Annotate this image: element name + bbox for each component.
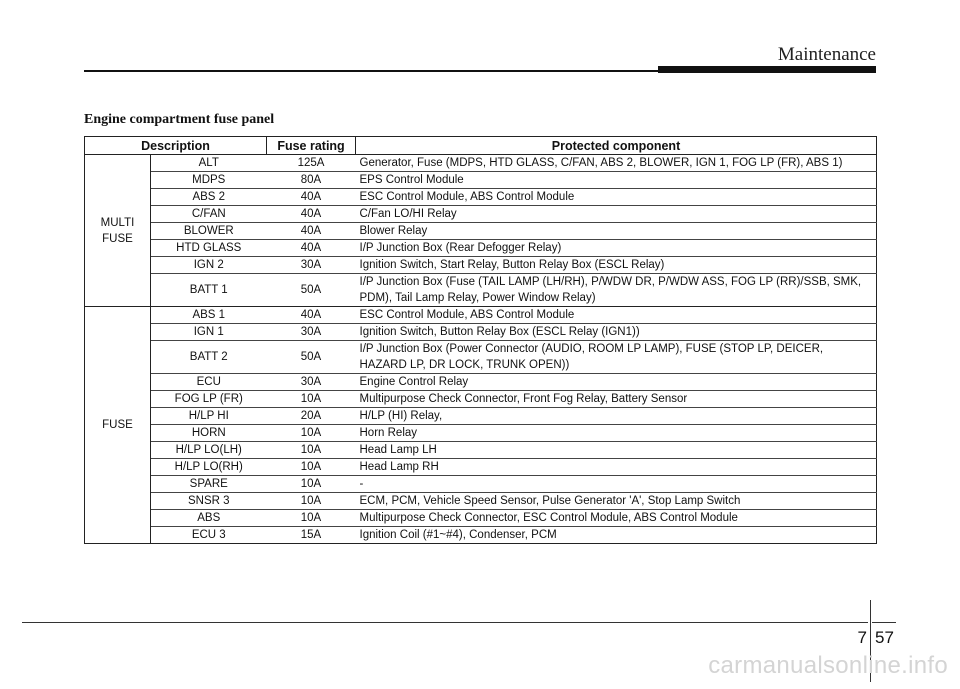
fuse-rating: 50A: [267, 341, 356, 374]
table-row: [85, 527, 877, 544]
column-header-description: Description: [85, 137, 267, 155]
protected-component: Engine Control Relay: [356, 374, 877, 391]
protected-component: EPS Control Module: [356, 172, 877, 189]
fuse-description: BATT 2: [151, 341, 267, 374]
fuse-rating: 10A: [267, 391, 356, 408]
table-row: [85, 425, 877, 442]
table-row: [85, 324, 877, 341]
section-title: Engine compartment fuse panel: [84, 112, 275, 127]
protected-component: Horn Relay: [356, 425, 877, 442]
protected-component: Head Lamp RH: [356, 459, 877, 476]
fuse-description: IGN 2: [151, 257, 267, 274]
table-row: [85, 257, 877, 274]
table-row: [85, 493, 877, 510]
fuse-rating: 10A: [267, 425, 356, 442]
fuse-description: ABS 2: [151, 189, 267, 206]
table-row: [85, 223, 877, 240]
fuse-rating: 30A: [267, 324, 356, 341]
section-number: 7: [857, 628, 867, 647]
table-row: [85, 442, 877, 459]
fuse-rating: 30A: [267, 257, 356, 274]
protected-component: Multipurpose Check Connector, Front Fog Relay, Battery Sensor: [356, 391, 877, 408]
protected-component: ESC Control Module, ABS Control Module: [356, 189, 877, 206]
fuse-description: ECU: [151, 374, 267, 391]
protected-component: Generator, Fuse (MDPS, HTD GLASS, C/FAN, ABS 2, BLOWER, IGN 1, FOG LP (FR), ABS 1): [356, 155, 877, 172]
fuse-description: H/LP LO(LH): [151, 442, 267, 459]
protected-component: Ignition Coil (#1~#4), Condenser, PCM: [356, 527, 877, 544]
fuse-description: C/FAN: [151, 206, 267, 223]
fuse-rating: 10A: [267, 459, 356, 476]
header-rule-thick: [658, 66, 876, 73]
protected-component: ECM, PCM, Vehicle Speed Sensor, Pulse Generator 'A', Stop Lamp Switch: [356, 493, 877, 510]
table-row: [85, 189, 877, 206]
fuse-rating: 125A: [267, 155, 356, 172]
table-row: [85, 341, 877, 374]
column-header-protected-component: Protected component: [356, 137, 877, 155]
protected-component: C/Fan LO/HI Relay: [356, 206, 877, 223]
table-row: [85, 155, 877, 172]
protected-component: -: [356, 476, 877, 493]
fuse-rating: 40A: [267, 189, 356, 206]
fuse-group-label: FUSE: [85, 307, 151, 544]
fuse-rating: 10A: [267, 442, 356, 459]
page-header-title: Maintenance: [777, 44, 876, 65]
fuse-rating: 15A: [267, 527, 356, 544]
fuse-table-body: [85, 155, 877, 544]
protected-component: Blower Relay: [356, 223, 877, 240]
fuse-table: [84, 136, 877, 544]
protected-component: I/P Junction Box (Rear Defogger Relay): [356, 240, 877, 257]
table-row: [85, 274, 877, 307]
fuse-description: H/LP LO(RH): [151, 459, 267, 476]
table-row: [85, 240, 877, 257]
fuse-description: BLOWER: [151, 223, 267, 240]
fuse-rating: 50A: [267, 274, 356, 307]
fuse-rating: 40A: [267, 307, 356, 324]
protected-component: H/LP (HI) Relay,: [356, 408, 877, 425]
protected-component: ESC Control Module, ABS Control Module: [356, 307, 877, 324]
protected-component: Multipurpose Check Connector, ESC Control Module, ABS Control Module: [356, 510, 877, 527]
fuse-description: FOG LP (FR): [151, 391, 267, 408]
fuse-description: IGN 1: [151, 324, 267, 341]
fuse-rating: 40A: [267, 206, 356, 223]
fuse-description: ABS 1: [151, 307, 267, 324]
table-row: [85, 172, 877, 189]
protected-component: Ignition Switch, Button Relay Box (ESCL Relay (IGN1)): [356, 324, 877, 341]
fuse-rating: 80A: [267, 172, 356, 189]
fuse-description: ALT: [151, 155, 267, 172]
fuse-rating: 40A: [267, 223, 356, 240]
table-row: [85, 374, 877, 391]
table-row: [85, 408, 877, 425]
fuse-description: H/LP HI: [151, 408, 267, 425]
watermark: carmanualsonline.info: [708, 652, 948, 679]
header-rule: [84, 70, 660, 72]
protected-component: Head Lamp LH: [356, 442, 877, 459]
footer-rule-end: [872, 622, 896, 623]
fuse-description: HTD GLASS: [151, 240, 267, 257]
table-row: [85, 510, 877, 527]
protected-component: I/P Junction Box (Fuse (TAIL LAMP (LH/RH), P/WDW DR, P/WDW ASS, FOG LP (RR)/SSB, SMK, PDM), Tail Lamp Relay, Power Window Relay): [356, 274, 877, 307]
fuse-rating: 30A: [267, 374, 356, 391]
table-row: [85, 307, 877, 324]
fuse-rating: 40A: [267, 240, 356, 257]
protected-component: Ignition Switch, Start Relay, Button Relay Box (ESCL Relay): [356, 257, 877, 274]
page-number: 57: [875, 628, 894, 647]
column-header-fuse-rating: Fuse rating: [267, 137, 356, 155]
fuse-description: ECU 3: [151, 527, 267, 544]
protected-component: I/P Junction Box (Power Connector (AUDIO, ROOM LP LAMP), FUSE (STOP LP, DEICER, HAZARD LP, DR LOCK, TRUNK OPEN)): [356, 341, 877, 374]
table-row: [85, 459, 877, 476]
table-header-row: [85, 137, 877, 155]
fuse-rating: 10A: [267, 476, 356, 493]
table-row: [85, 206, 877, 223]
fuse-description: SPARE: [151, 476, 267, 493]
table-row: [85, 391, 877, 408]
fuse-rating: 20A: [267, 408, 356, 425]
footer-rule: [22, 622, 868, 623]
fuse-description: ABS: [151, 510, 267, 527]
fuse-group-label: MULTI FUSE: [85, 155, 151, 307]
table-row: [85, 476, 877, 493]
fuse-description: MDPS: [151, 172, 267, 189]
fuse-description: BATT 1: [151, 274, 267, 307]
fuse-description: SNSR 3: [151, 493, 267, 510]
fuse-rating: 10A: [267, 510, 356, 527]
fuse-rating: 10A: [267, 493, 356, 510]
fuse-description: HORN: [151, 425, 267, 442]
